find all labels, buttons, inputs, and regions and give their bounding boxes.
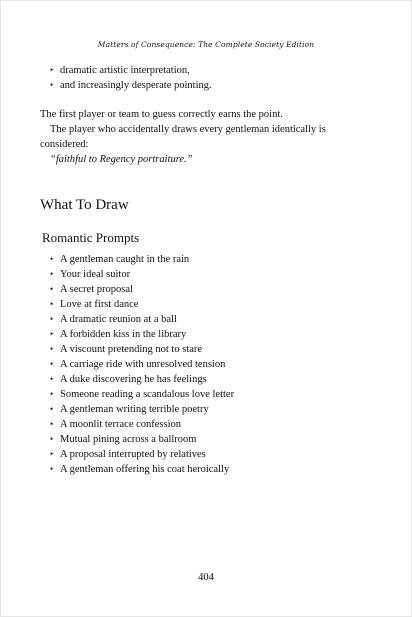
list-item: • A gentleman offering his coat heroically	[50, 462, 375, 477]
list-item: • A secret proposal	[50, 282, 375, 297]
list-item: • and increasingly desperate pointing.	[50, 78, 375, 93]
list-item: • A carriage ride with unresolved tension	[50, 357, 375, 372]
section-heading: What To Draw	[40, 197, 129, 213]
paragraph-identical-drawings: The player who accidentally draws every gentleman identically is considered:	[40, 124, 326, 150]
intro-list	[50, 63, 375, 93]
quote: “faithful to Regency portraiture.”	[50, 154, 193, 165]
list-item: • A viscount pretending not to stare	[50, 342, 375, 357]
running-header: Matters of Consequence: The Complete Society Edition	[97, 40, 315, 49]
list-item: • A dramatic reunion at a ball	[50, 312, 375, 327]
list-item: • A gentleman caught in the rain	[50, 252, 375, 267]
prompts-list	[50, 252, 375, 477]
page-content	[40, 63, 375, 477]
list-item: • Love at first dance	[50, 297, 375, 312]
list-item: • Your ideal suitor	[50, 267, 375, 282]
list-item: • dramatic artistic interpretation,	[50, 63, 375, 78]
list-item: • A gentleman writing terrible poetry	[50, 402, 375, 417]
list-item: • A moonlit terrace confession	[50, 417, 375, 432]
sub-heading: Romantic Prompts	[42, 230, 140, 245]
page-number: 404	[198, 572, 214, 583]
list-item: • Mutual pining across a ballroom	[50, 432, 375, 447]
list-item: • A proposal interrupted by relatives	[50, 447, 375, 462]
list-item: • A duke discovering he has feelings	[50, 372, 375, 387]
paragraph-scoring: The first player or team to guess correctly earns the point.	[40, 109, 283, 120]
list-item: • A forbidden kiss in the library	[50, 327, 375, 342]
list-item: • Someone reading a scandalous love letter	[50, 387, 375, 402]
